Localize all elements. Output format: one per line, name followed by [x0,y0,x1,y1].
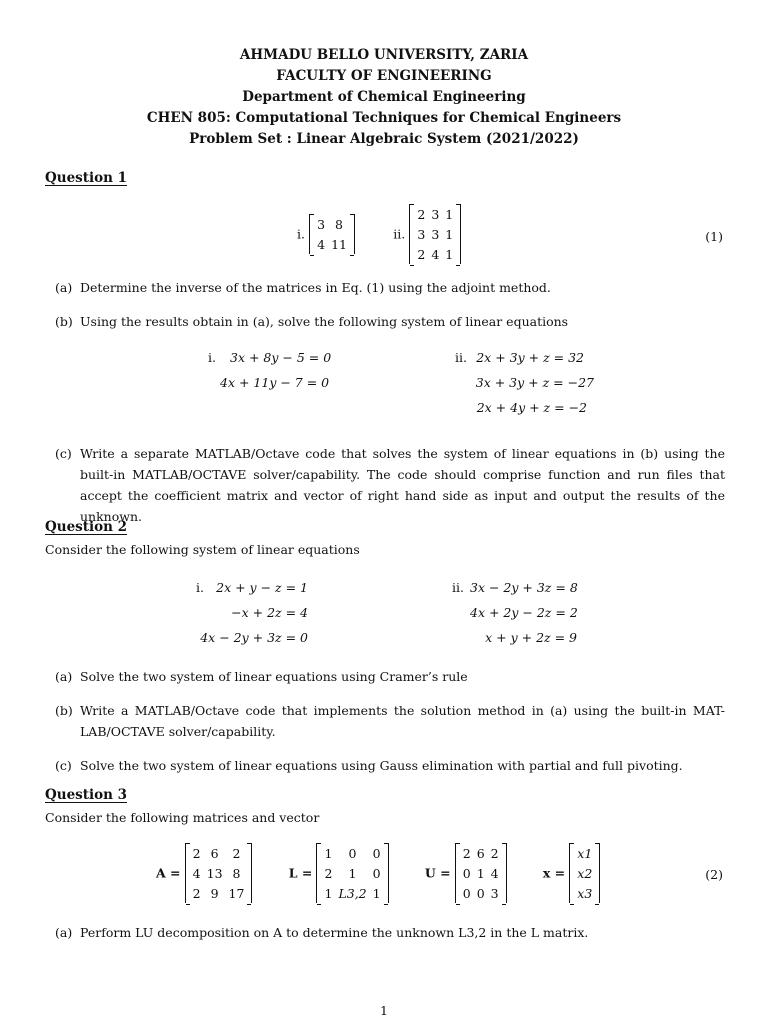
matrix-cell: 1 [348,865,357,881]
page-number: 1 [380,1003,388,1018]
matrix-cell: 2 [417,246,426,262]
matrix-cell: 1 [445,206,454,222]
matrix-cell: 1 [324,845,333,861]
vector-cell: x1 [577,845,593,861]
matrix-ii [409,204,461,264]
q2-system-i-eq3: 4x − 2y + 3z = 0 [200,630,308,645]
matrix-cell: 4 [192,865,201,881]
part-label: (a) [55,925,73,940]
part-label: (a) [55,669,73,684]
part-text: Using the results obtain in (a), solve the following system of linear equations [80,314,569,329]
part-text: Solve the two system of linear equations using Cramer’s rule [80,669,468,684]
matrix-cell: 0 [476,885,485,901]
q2-part-b [55,700,725,742]
equation-number-1: (1) [705,229,723,244]
problem-set-title: Problem Set : Linear Algebraic System (2021/2022) [189,131,579,147]
q2-part-c [55,755,725,776]
matrix-cell: 9 [210,885,219,901]
matrix-l-label: L = [288,865,313,881]
matrix-cell: L3,2 [338,885,367,901]
matrix-cell: 17 [228,885,245,901]
vector-cell: x2 [577,865,593,881]
q1-system-ii-eq3: 2x + 4y + z = −2 [476,400,587,415]
matrix-cell: 1 [445,226,454,242]
matrix-cell: 4 [317,236,326,252]
q1-system-i-eq2: 4x + 11y − 7 = 0 [220,375,330,390]
matrix-cell: 2 [192,885,201,901]
matrix-i-label: i. [297,226,305,242]
vector-cell: x3 [577,885,593,901]
matrix-cell: 2 [232,845,241,861]
q1-system-i-eq1: 3x + 8y − 5 = 0 [230,350,332,365]
q2-system-i-label: i. [196,580,204,595]
q2-system-ii-label: ii. [452,580,464,595]
matrix-a [185,843,253,903]
matrix-cell: 2 [192,845,201,861]
matrix-cell: 0 [462,865,471,881]
matrix-cell: 0 [462,885,471,901]
matrix-u-label: U = [424,865,451,881]
q3-matrices [156,843,600,903]
q1-system-ii-eq2: 3x + 3y + z = −27 [475,375,594,390]
matrix-cell: 13 [206,865,223,881]
matrix-cell: 4 [490,865,499,881]
university-name: AHMADU BELLO UNIVERSITY, ZARIA [239,47,529,63]
part-text: Solve the two system of linear equations using Gauss elimination with partial and full pivoting. [80,758,683,773]
matrix-cell: 4 [431,246,440,262]
part-label: (c) [55,758,72,773]
matrix-l [316,843,388,903]
part-text: Write a separate MATLAB/Octave code that solves the system of linear equations in (b) using the built-in MATLAB/OCTAVE solver/capability. The code should comprise function and run files that accept the coefficient matrix and vector of right hand side as input and output the results of the unknown. [80,446,725,524]
matrix-i [309,214,355,254]
matrix-cell: 6 [476,845,485,861]
matrix-cell: 3 [431,206,440,222]
matrix-cell: 8 [335,216,343,232]
department-name: Department of Chemical Engineering [242,89,526,105]
matrix-cell: 6 [210,845,219,861]
q1-part-c [55,443,725,527]
q1-system-ii-label: ii. [455,350,467,365]
vector-x-label: x = [542,865,566,881]
q1-matrices [297,204,461,264]
matrix-cell: 1 [324,885,333,901]
question-2-heading: Question 2 [45,519,128,535]
part-text: Write a MATLAB/Octave code that implements the solution method in (a) using the built-in MAT-LAB/OCTAVE solver/capability. [80,703,725,739]
matrix-cell: 1 [476,865,485,881]
part-label: (c) [55,446,72,461]
q2-system-i-eq1: 2x + y − z = 1 [216,580,308,595]
matrix-cell: 1 [445,246,454,262]
matrix-cell: 8 [232,865,241,881]
q2-intro: Consider the following system of linear equations [45,542,360,557]
q3-intro: Consider the following matrices and vector [45,810,320,825]
matrix-cell: 0 [372,845,381,861]
part-label: (a) [55,280,73,295]
matrix-cell: 2 [462,845,471,861]
q2-system-ii-eq3: x + y + 2z = 9 [485,630,577,645]
course-title: CHEN 805: Computational Techniques for Chemical Engineers [146,110,622,126]
q1-system-i-label: i. [208,350,216,365]
matrix-cell: 0 [372,865,381,881]
matrix-ii-label: ii. [393,226,406,242]
matrix-cell: 2 [324,865,333,881]
matrix-cell: 11 [331,236,347,252]
q1-part-b [55,311,725,332]
document-header [0,45,768,150]
q2-system-i-eq2: −x + 2z = 4 [231,605,308,620]
matrix-cell: 2 [490,845,499,861]
q2-part-a [55,666,725,687]
part-label: (b) [55,314,73,329]
question-3-heading: Question 3 [45,787,128,803]
matrix-cell: 3 [417,226,426,242]
question-1-heading: Question 1 [45,170,128,186]
vector-x [569,843,600,903]
q2-system-ii-eq1: 3x − 2y + 3z = 8 [470,580,578,595]
q1-system-ii-eq1: 2x + 3y + z = 32 [476,350,584,365]
q1-part-a [55,277,725,298]
matrix-cell: 0 [348,845,357,861]
q3-part-a [55,922,725,943]
part-text: Perform LU decomposition on A to determine the unknown L3,2 in the L matrix. [80,925,589,940]
part-label: (b) [55,703,73,718]
matrix-a-label: A = [156,865,181,881]
part-text: Determine the inverse of the matrices in Eq. (1) using the adjoint method. [80,280,551,295]
matrix-cell: 2 [417,206,426,222]
matrix-u [455,843,507,903]
matrix-cell: 3 [490,885,499,901]
matrix-cell: 3 [431,226,440,242]
matrix-cell: 3 [317,216,326,232]
q2-system-ii-eq2: 4x + 2y − 2z = 2 [470,605,578,620]
matrix-cell: 1 [372,885,381,901]
equation-number-2: (2) [705,867,723,882]
faculty-name: FACULTY OF ENGINEERING [276,68,492,84]
